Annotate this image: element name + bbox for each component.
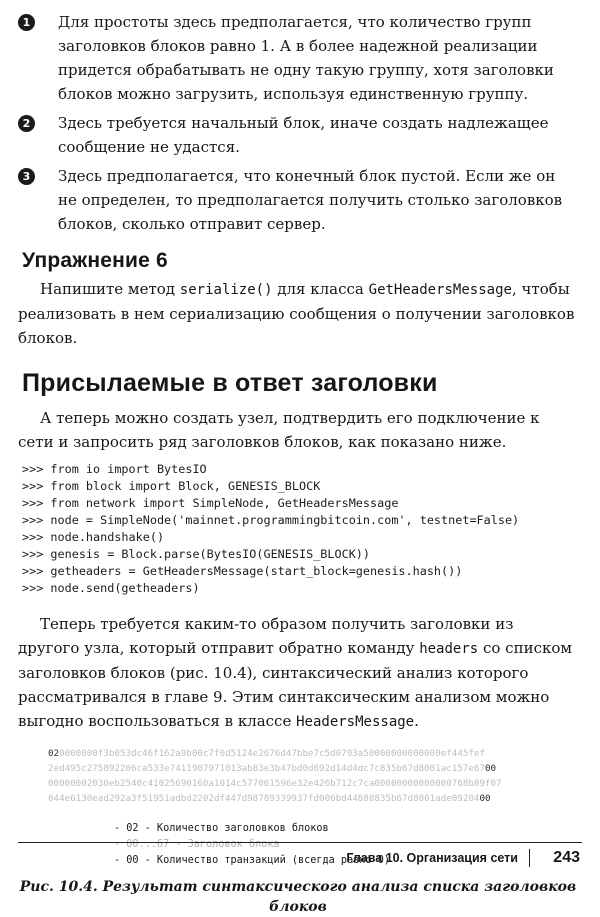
notes-list [18,10,578,236]
paragraph-text-part: Теперь требуется каким-то образом получить заголовки из другого узла, который отправит обратно команду [18,615,514,657]
hex-line [48,761,578,776]
exercise-text [18,277,578,350]
running-footer-chapter: Глава 10. Организация сети [346,851,518,865]
code-line: >>> from network import SimpleNode, GetHeadersMessage [22,496,399,510]
page-content [18,10,578,917]
hex-faded: 0000000f3b053dc46f162a9b00c7f0d5124e2676d47bbe7c5d0793a50000000000000ef445fef [59,748,485,759]
code-line: >>> node = SimpleNode('mainnet.programmingbitcoin.com', testnet=False) [22,513,520,527]
note-text: Здесь предполагается, что конечный блок пустой. Если же он не определен, то предполагается получить столько заголовков блоков, сколько отправит сервер. [58,167,563,233]
code-line: >>> from io import BytesIO [22,462,207,476]
note-item [18,10,578,106]
exercise-text-part: для класса [272,280,369,298]
legend-item: - 00...67 - Заголовок блока [114,839,280,850]
hex-highlight: 00 [479,793,491,804]
code-listing [22,461,578,597]
paragraph-text-part: . [414,712,419,730]
code-line: >>> node.send(getheaders) [22,581,200,595]
code-line: >>> genesis = Block.parse(BytesIO(GENESIS_BLOCK)) [22,547,371,561]
code-line: >>> getheaders = GetHeadersMessage(start_block=genesis.hash()) [22,564,463,578]
footer-divider [529,849,530,867]
hex-line [48,776,578,791]
hex-highlight: 00 [484,763,497,774]
hex-faded: 2ed495c275892206ca533e7411907971013ab83e3b47bd0d692d14d4dc7c835b67d8001ac157e67 [48,763,485,774]
hex-faded: 00000002030eb2540c41025690160a1014c577061596e32e426b712c7ca00000000000000768b89f07 [48,778,502,789]
note-marker: 3 [18,168,35,185]
exercise-text-part: Напишите метод [40,280,180,298]
note-item [18,111,578,159]
inline-code: GetHeadersMessage [368,282,512,298]
exercise-heading: Упражнение 6 [22,249,168,272]
section-heading: Присылаемые в ответ заголовки [22,369,438,397]
note-text: Здесь требуется начальный блок, иначе создать надлежащее сообщение не удастся. [58,114,549,156]
body-paragraph [18,612,578,734]
paragraph-text-part: со списком заголовков блоков (рис. 10.4), синтаксический анализ которого рассматривался в главе 9. Этим синтаксическим анализом можно выгодно воспользоваться в классе [18,639,573,730]
code-line: >>> node.handshake() [22,530,165,544]
legend-item: - 00 - Количество транзакций (всегда равно 0) [114,855,391,866]
note-item [18,164,578,236]
hex-line [48,746,578,761]
page-number: 243 [553,849,580,866]
inline-code: HeadersMessage [296,714,415,730]
figure-caption: Рис. 10.4. Результат синтаксического анализа списка заголовков блоков [19,879,577,915]
section-intro: А теперь можно создать узел, подтвердить его подключение к сети и запросить ряд заголовков блоков, как показано ниже. [18,409,540,451]
figure-10-4 [18,746,578,917]
exercise-text-part: , чтобы реализовать в нем сериализацию сообщения о получении заголовков блоков. [18,280,575,347]
note-text: Для простоты здесь предполагается, что количество групп заголовков блоков равно 1. А в более надежной реализации придется обрабатывать не одну такую группу, хотя заголовки блоков можно загрузить, используя единственную группу. [58,13,554,103]
hex-dump [48,746,578,806]
hex-line [48,791,578,806]
hex-highlight: 02 [48,748,60,759]
legend-item: - 02 - Количество заголовков блоков [114,823,329,834]
note-marker: 1 [18,14,35,31]
note-marker: 2 [18,115,35,132]
inline-code: serialize() [179,282,273,298]
inline-code: headers [419,641,479,657]
code-line: >>> from block import Block, GENESIS_BLOCK [22,479,321,493]
hex-faded: 044e6130ead292a3f51951adbd2202df447d98789339937fd006bd44880835b67d8001ade09204 [48,793,480,804]
